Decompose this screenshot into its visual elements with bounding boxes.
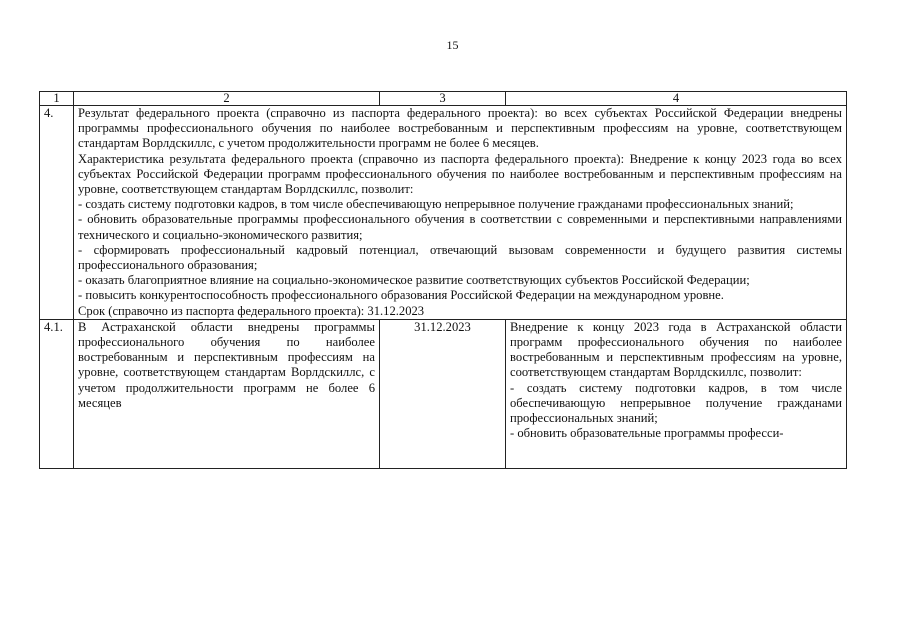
federal-project-result-cell: [74, 106, 847, 320]
bullet-item: - повысить конкурентоспособность профессионального образования Российской Федерации на международном уровне.: [78, 288, 724, 303]
federal-project-table: [39, 91, 847, 469]
bullet-item: - создать систему подготовки кадров, в том числе обеспечивающую непрерывное получение гражданами профессиональных знаний;: [78, 197, 794, 212]
header-col-1: 1: [40, 92, 74, 106]
result-paragraph: Результат федерального проекта (справочно из паспорта федерального проекта): во всех субъектах Российской Федерации внедрены программы профессионального обучения по наиболее востребованным и перспективным профессиям на уровне, соответствующем стандартам Ворлдскиллс, с учетом продолжительности программ не более 6 месяцев.: [78, 106, 842, 151]
table-header-row: [40, 92, 847, 106]
table-row-4: [40, 106, 847, 320]
characteristic-paragraph: Внедрение к концу 2023 года в Астраханской области программ профессионального обучения по наиболее востребованным и перспективным профессиям на уровне, соответствующем стандартам Ворлдскиллс, позволит:: [510, 319, 842, 380]
deadline-paragraph: Срок (справочно из паспорта федерального проекта): 31.12.2023: [78, 303, 425, 318]
bullet-item: - оказать благоприятное влияние на социально-экономическое развитие соответствующих субъектов Российской Федерации;: [78, 273, 750, 288]
row-number: 4.: [40, 106, 74, 320]
header-col-4: 4: [506, 92, 847, 106]
bullet-item: - обновить образовательные программы профессионального обучения в соответствии с современными и перспективными направлениями технического и социально-экономического развития;: [78, 212, 842, 242]
bullet-item: - сформировать профессиональный кадровый потенциал, отвечающий вызовам современности и будущего развития системы профессионального образования;: [78, 242, 842, 273]
table-row-4-1: [40, 319, 847, 468]
header-col-3: 3: [380, 92, 506, 106]
regional-characteristic-cell: [506, 319, 847, 468]
row-number: 4.1.: [40, 319, 74, 468]
page-number: 15: [446, 38, 459, 52]
deadline-cell: 31.12.2023: [380, 319, 506, 468]
header-col-2: 2: [74, 92, 380, 106]
bullet-item: - создать систему подготовки кадров, в том числе обеспечивающую непрерывное получение гражданами профессиональных знаний;: [510, 380, 842, 426]
bullet-item: - обновить образовательные программы професси-: [510, 426, 784, 441]
regional-result-cell: В Астраханской области внедрены программы профессионального обучения по наиболее востребованным и перспективным профессиям на уровне, соответствующем стандартам Ворлдскиллс, с учетом продолжительности программ не более 6 месяцев: [74, 319, 380, 468]
characteristic-paragraph: Характеристика результата федерального проекта (справочно из паспорта федерального проекта): Внедрение к концу 2023 года во всех субъектах Российской Федерации программ профессионального обучения по наиболее востребованным и перспективным профессиям на уровне, соответствующем стандартам Ворлдскиллс, позволит:: [78, 151, 842, 197]
